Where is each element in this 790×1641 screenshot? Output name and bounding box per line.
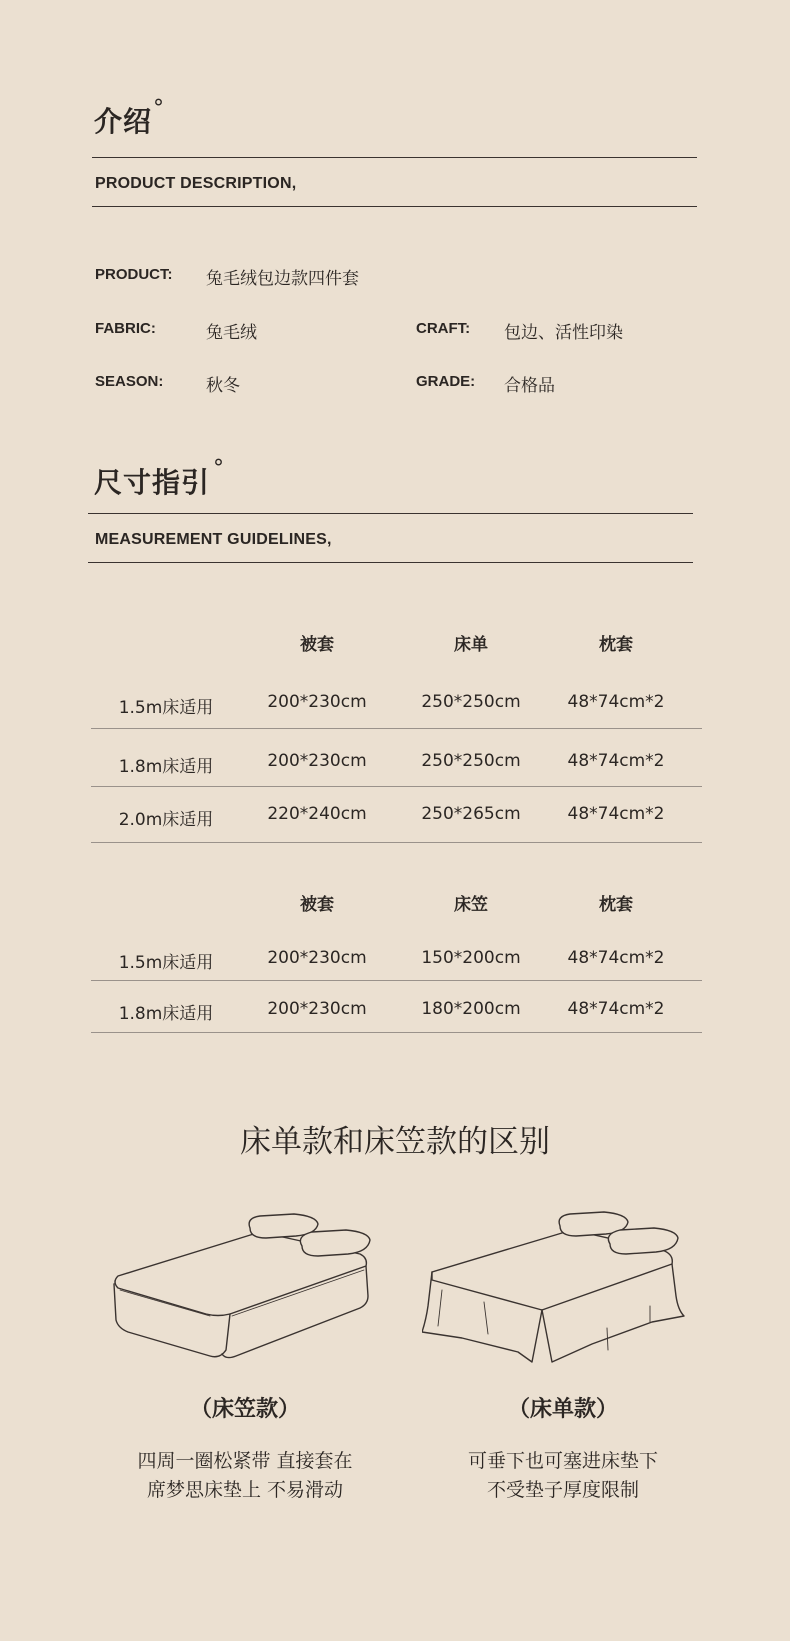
season-value: 秋冬 (206, 376, 240, 396)
table-cell: 1.8m床适用 (118, 1004, 214, 1024)
intro-subtitle: PRODUCT DESCRIPTION, (95, 175, 297, 192)
degree-mark-icon: ° (213, 456, 224, 481)
row-divider (91, 1032, 702, 1033)
flat-sheet-bed-illustration (422, 1210, 692, 1370)
season-label: SEASON: (95, 373, 164, 390)
flat-description-line: 不受垫子厚度限制 (486, 1479, 639, 1501)
table-header: 枕套 (599, 895, 633, 915)
row-divider (91, 842, 702, 843)
table-cell: 48*74cm*2 (567, 948, 665, 968)
fabric-value: 兔毛绒 (206, 323, 257, 343)
grade-label: GRADE: (416, 373, 476, 390)
table-cell: 200*230cm (267, 999, 367, 1019)
table-cell: 150*200cm (421, 948, 521, 968)
divider (88, 513, 693, 514)
fitted-sheet-bed-illustration (110, 1210, 380, 1360)
table-cell: 1.8m床适用 (118, 757, 214, 777)
table-cell: 48*74cm*2 (567, 999, 665, 1019)
difference-title: 床单款和床笠款的区别 (240, 1124, 550, 1160)
craft-value: 包边、活性印染 (504, 323, 623, 343)
table-header: 枕套 (599, 635, 633, 655)
table-header: 床笠 (454, 895, 488, 915)
divider (88, 562, 693, 563)
table-header: 被套 (300, 895, 334, 915)
divider (92, 157, 697, 158)
fitted-description-line: 四周一圈松紧带 直接套在 (137, 1450, 353, 1472)
intro-title: 介绍 (94, 105, 153, 138)
table-cell: 2.0m床适用 (118, 810, 214, 830)
fitted-style-name: （床笠款） (189, 1397, 300, 1422)
table-cell: 48*74cm*2 (567, 804, 665, 824)
table-cell: 48*74cm*2 (567, 751, 665, 771)
row-divider (91, 786, 702, 787)
flat-description-line: 可垂下也可塞进床垫下 (467, 1450, 658, 1472)
measure-title: 尺寸指引 (94, 466, 211, 499)
fitted-description-line: 席梦思床垫上 不易滑动 (146, 1479, 344, 1501)
table-cell: 200*230cm (267, 692, 367, 712)
table-cell: 1.5m床适用 (118, 953, 214, 973)
table-cell: 200*230cm (267, 948, 367, 968)
table-cell: 220*240cm (267, 804, 367, 824)
table-cell: 250*250cm (421, 692, 521, 712)
table-header: 被套 (300, 635, 334, 655)
product-label: PRODUCT: (95, 266, 173, 283)
table-header: 床单 (454, 635, 488, 655)
divider (92, 206, 697, 207)
table-cell: 180*200cm (421, 999, 521, 1019)
table-cell: 48*74cm*2 (567, 692, 665, 712)
table-cell: 250*265cm (421, 804, 521, 824)
fabric-label: FABRIC: (95, 320, 156, 337)
measure-subtitle: MEASUREMENT GUIDELINES, (95, 531, 332, 548)
craft-label: CRAFT: (416, 320, 471, 337)
table-cell: 1.5m床适用 (118, 698, 214, 718)
degree-mark-icon: ° (153, 96, 164, 121)
table-cell: 250*250cm (421, 751, 521, 771)
row-divider (91, 728, 702, 729)
grade-value: 合格品 (504, 376, 555, 396)
table-cell: 200*230cm (267, 751, 367, 771)
product-value: 兔毛绒包边款四件套 (206, 269, 359, 289)
row-divider (91, 980, 702, 981)
flat-style-name: （床单款） (507, 1397, 618, 1422)
